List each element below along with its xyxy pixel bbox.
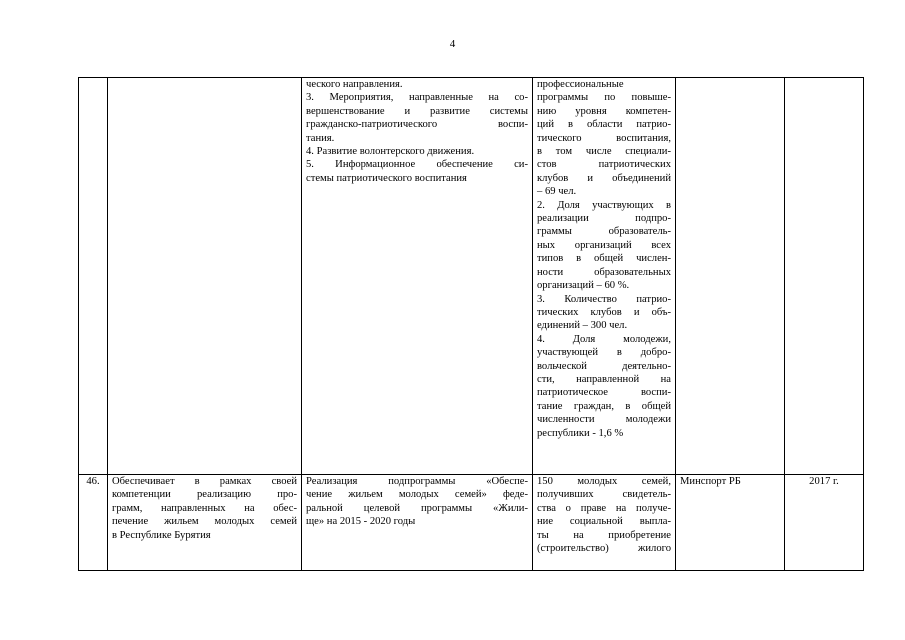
cell-task bbox=[108, 78, 302, 475]
table-row-continuation bbox=[79, 78, 864, 475]
event-line: Реализация подпрограммы «Обеспе- bbox=[306, 476, 528, 487]
indicator-line: численности молодежи bbox=[537, 414, 671, 426]
indicator-line: ства о праве на получе- bbox=[537, 502, 671, 514]
indicator-line: (строительство) жилого bbox=[537, 543, 671, 555]
indicator-line: реализации подпро- bbox=[537, 213, 671, 225]
page-number: 4 bbox=[449, 38, 456, 50]
cell-indicator bbox=[533, 475, 676, 571]
cell-event bbox=[302, 78, 533, 475]
indicator-line: ных организаций всех bbox=[537, 239, 671, 251]
indicator-line: организаций – 60 %. bbox=[537, 280, 630, 292]
event-line: 5. Информационное обеспечение си- bbox=[306, 159, 528, 171]
indicator-line: вольческой деятельно- bbox=[537, 360, 671, 372]
indicator-line: тических клубов и объ- bbox=[537, 306, 671, 318]
task-line: Обеспечивает в рамках своей bbox=[112, 476, 297, 487]
indicator-line: стов патриотических bbox=[537, 159, 671, 171]
event-line: чение жильем молодых семей» феде- bbox=[306, 489, 528, 501]
cell-indicator bbox=[533, 78, 676, 475]
indicator-line: патриотическое воспи- bbox=[537, 387, 671, 399]
indicator-line: 150 молодых семей, bbox=[537, 476, 671, 487]
task-line: печение жильем молодых семей bbox=[112, 516, 297, 528]
cell-term bbox=[785, 78, 864, 475]
indicator-line: 2. Доля участвующих в bbox=[537, 199, 671, 211]
indicator-line: типов в общей числен- bbox=[537, 253, 671, 265]
indicator-line: граммы образователь- bbox=[537, 226, 671, 238]
event-line: стемы патриотического воспитания bbox=[306, 172, 467, 184]
event-line: ческого направления. bbox=[306, 79, 403, 90]
indicator-line: профессиональные bbox=[537, 79, 624, 90]
indicator-line: клубов и объединений bbox=[537, 172, 671, 184]
indicator-line: 4. Доля молодежи, bbox=[537, 333, 671, 345]
task-line: в Республике Бурятия bbox=[112, 529, 211, 541]
cell-number: 46. bbox=[79, 475, 108, 571]
event-line: ще» на 2015 - 2020 годы bbox=[306, 516, 416, 528]
cell-number bbox=[79, 78, 108, 475]
indicator-line: в том числе специали- bbox=[537, 146, 671, 158]
event-line: 3. Мероприятия, направленные на со- bbox=[306, 92, 528, 104]
indicator-line: ности образовательных bbox=[537, 266, 671, 278]
indicator-line: единений – 300 чел. bbox=[537, 320, 628, 332]
task-line: грамм, направленных на обес- bbox=[112, 502, 297, 514]
indicator-line: ций в области патрио- bbox=[537, 119, 671, 131]
event-line: вершенствование и развитие системы bbox=[306, 105, 528, 117]
indicator-line: сти, направленной на bbox=[537, 373, 671, 385]
indicator-line: нию уровня компетен- bbox=[537, 105, 671, 117]
event-line: тания. bbox=[306, 132, 335, 144]
indicator-line: – 69 чел. bbox=[537, 186, 577, 198]
indicator-line: ние социальной выпла- bbox=[537, 516, 671, 528]
indicator-line: тание граждан, в общей bbox=[537, 400, 671, 412]
cell-task bbox=[108, 475, 302, 571]
indicator-line: 3. Количество патрио- bbox=[537, 293, 671, 305]
cell-executor: Минспорт РБ bbox=[676, 475, 785, 571]
cell-event bbox=[302, 475, 533, 571]
table-row-46 bbox=[79, 475, 864, 571]
event-line: 4. Развитие волонтерского движения. bbox=[306, 146, 475, 158]
indicator-line: участвующей в добро- bbox=[537, 347, 671, 359]
indicator-line: ты на приобретение bbox=[537, 529, 671, 541]
cell-executor bbox=[676, 78, 785, 475]
indicator-line: тического воспитания, bbox=[537, 132, 671, 144]
indicator-line: программы по повыше- bbox=[537, 92, 671, 104]
task-line: компетенции реализацию про- bbox=[112, 489, 297, 501]
indicator-line: получивших свидетель- bbox=[537, 489, 671, 501]
event-line: гражданско-патриотического воспи- bbox=[306, 119, 528, 131]
indicator-line: республики - 1,6 % bbox=[537, 427, 624, 439]
measures-table bbox=[78, 77, 864, 571]
event-line: ральной целевой программы «Жили- bbox=[306, 502, 528, 514]
cell-term: 2017 г. bbox=[785, 475, 864, 571]
